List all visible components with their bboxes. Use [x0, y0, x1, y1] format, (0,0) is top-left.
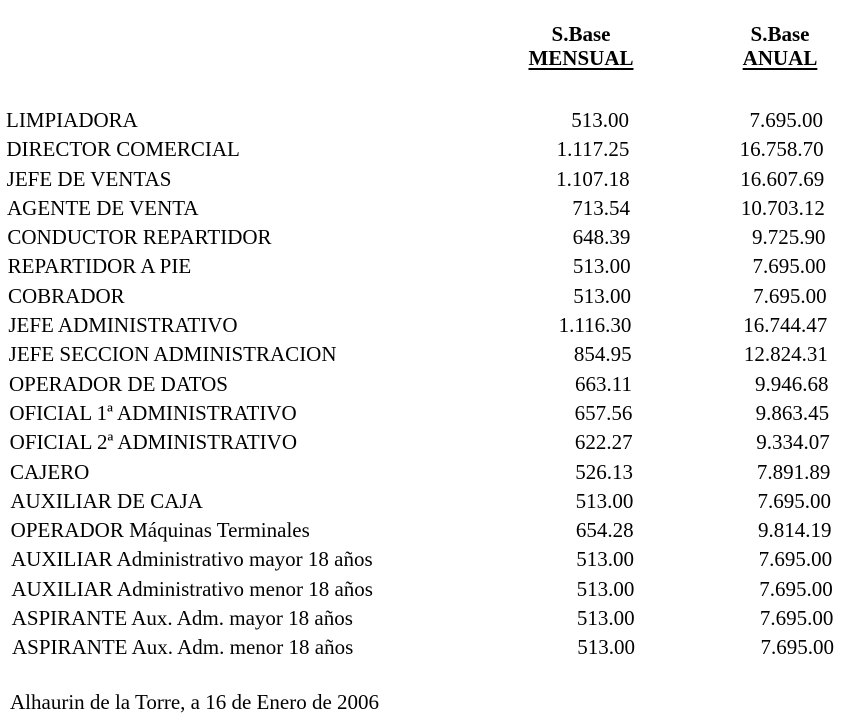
salary-table — [0, 106, 843, 663]
row-category: LIMPIADORA — [6, 108, 138, 132]
table-row — [0, 282, 843, 311]
row-category: OPERADOR Máquinas Terminales — [10, 518, 310, 543]
row-category: JEFE ADMINISTRATIVO — [8, 313, 238, 338]
row-salary-mensual: 648.39 — [572, 225, 631, 250]
row-salary-anual: 7.695.00 — [760, 635, 834, 660]
row-salary-mensual: 513.00 — [571, 108, 629, 132]
table-row — [0, 633, 843, 662]
row-salary-mensual: 513.00 — [576, 606, 635, 631]
table-row — [0, 516, 843, 545]
header-mensual-line1: S.Base — [551, 22, 611, 46]
header-mensual-line2: MENSUAL — [528, 46, 634, 70]
row-salary-mensual: 513.00 — [572, 254, 631, 279]
row-category: COBRADOR — [8, 283, 125, 308]
row-salary-anual: 7.695.00 — [749, 108, 823, 132]
row-salary-anual: 7.891.89 — [756, 459, 831, 484]
row-salary-mensual: 657.56 — [574, 400, 633, 425]
row-salary-mensual: 622.27 — [574, 430, 633, 455]
row-salary-anual: 10.703.12 — [740, 195, 825, 220]
table-row — [0, 340, 843, 369]
row-salary-mensual: 1.116.30 — [558, 313, 632, 338]
row-salary-anual: 16.607.69 — [740, 166, 825, 191]
table-row — [0, 399, 843, 428]
header-anual — [700, 22, 843, 70]
row-salary-anual: 7.695.00 — [757, 488, 831, 513]
row-salary-anual: 9.814.19 — [758, 518, 832, 543]
row-salary-anual: 9.334.07 — [756, 430, 830, 455]
row-salary-mensual: 854.95 — [573, 342, 632, 367]
header-mensual — [501, 22, 661, 70]
row-salary-mensual: 713.54 — [572, 195, 630, 220]
table-row — [0, 370, 843, 399]
row-salary-mensual: 1.107.18 — [556, 166, 630, 191]
table-row — [0, 428, 843, 457]
table-row — [0, 165, 843, 194]
table-row — [0, 545, 843, 574]
row-category: REPARTIDOR A PIE — [7, 254, 192, 279]
row-salary-anual: 16.758.70 — [739, 137, 824, 162]
table-row — [0, 135, 843, 164]
row-salary-mensual: 663.11 — [575, 371, 632, 396]
row-salary-anual: 12.824.31 — [743, 342, 828, 367]
row-salary-mensual: 513.00 — [577, 635, 635, 660]
row-salary-anual: 7.695.00 — [753, 283, 827, 308]
row-salary-anual: 16.744.47 — [743, 313, 828, 338]
table-row — [0, 223, 843, 252]
table-row — [0, 458, 843, 487]
row-salary-mensual: 513.00 — [573, 283, 631, 308]
row-category: CONDUCTOR REPARTIDOR — [7, 225, 272, 250]
row-category: OFICIAL 1ª ADMINISTRATIVO — [9, 400, 297, 425]
row-salary-anual: 9.946.68 — [755, 371, 829, 396]
header-anual-line1: S.Base — [750, 22, 810, 46]
row-category: AGENTE DE VENTA — [7, 195, 199, 220]
row-salary-anual: 7.695.00 — [758, 547, 833, 572]
row-salary-anual: 7.695.00 — [752, 254, 827, 279]
row-salary-anual: 9.725.90 — [751, 225, 826, 250]
row-salary-mensual: 1.117.25 — [556, 137, 630, 162]
row-salary-mensual: 513.00 — [576, 547, 634, 572]
row-salary-mensual: 513.00 — [576, 576, 635, 601]
table-row — [0, 194, 843, 223]
row-salary-mensual: 513.00 — [575, 488, 634, 513]
row-category: ASPIRANTE Aux. Adm. menor 18 años — [12, 635, 354, 660]
table-row — [0, 487, 843, 516]
row-salary-mensual: 526.13 — [575, 459, 633, 484]
row-salary-mensual: 654.28 — [575, 518, 634, 543]
row-category: OFICIAL 2ª ADMINISTRATIVO — [9, 430, 298, 455]
table-row — [0, 252, 843, 281]
row-category: JEFE SECCION ADMINISTRACION — [8, 342, 337, 367]
table-row — [0, 311, 843, 340]
row-category: CAJERO — [10, 459, 90, 484]
table-row — [0, 604, 843, 633]
row-category: AUXILIAR Administrativo menor 18 años — [11, 576, 373, 601]
header-anual-line2: ANUAL — [742, 46, 818, 70]
table-row — [0, 106, 843, 135]
row-category: DIRECTOR COMERCIAL — [6, 137, 240, 162]
row-category: AUXILIAR Administrativo mayor 18 años — [11, 547, 373, 572]
table-row — [0, 575, 843, 604]
row-category: ASPIRANTE Aux. Adm. mayor 18 años — [11, 606, 353, 631]
row-category: JEFE DE VENTAS — [6, 166, 172, 191]
row-category: OPERADOR DE DATOS — [9, 371, 228, 396]
row-category: AUXILIAR DE CAJA — [10, 488, 203, 513]
row-salary-anual: 7.695.00 — [759, 576, 833, 601]
row-salary-anual: 9.863.45 — [755, 400, 830, 425]
footer-place-date: Alhaurin de la Torre, a 16 de Enero de 2006 — [10, 690, 380, 714]
row-salary-anual: 7.695.00 — [759, 606, 834, 631]
